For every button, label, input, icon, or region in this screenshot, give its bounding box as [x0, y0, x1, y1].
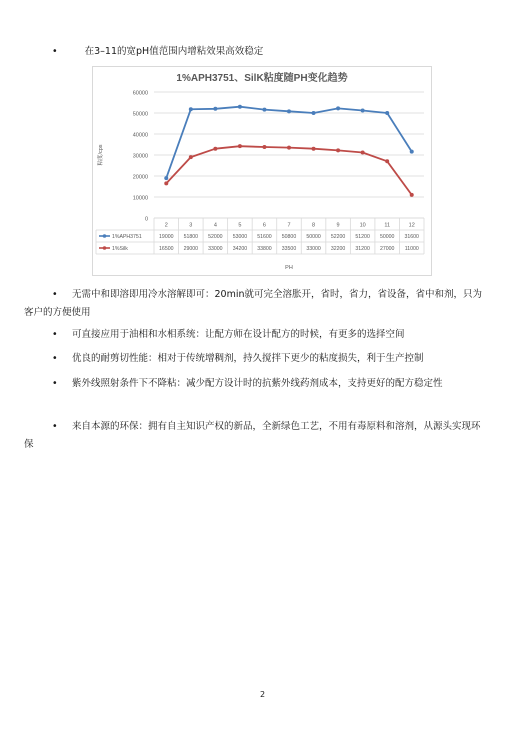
data-point — [336, 106, 340, 110]
bullet-paragraph-2 — [24, 286, 482, 322]
y-tick-label: 60000 — [132, 90, 148, 97]
data-point — [262, 145, 266, 149]
legend-label: 1%APH3751 — [112, 234, 142, 241]
data-table-cell: 50800 — [281, 234, 297, 241]
data-table-cell: 33000 — [208, 246, 223, 253]
bullet-marker: • — [52, 353, 58, 364]
data-table-cell: 32200 — [330, 246, 346, 253]
bullet-marker: • — [52, 46, 58, 57]
data-point — [312, 111, 316, 115]
bullet-marker: • — [52, 329, 58, 340]
data-point — [287, 146, 291, 150]
x-tick-label: 7 — [287, 222, 291, 229]
chart-title: 1%APH3751、SilK粘度随PH变化趋势 — [176, 73, 348, 84]
data-point — [287, 109, 291, 113]
bullet-text: 可直接应用于油相和水相系统：让配方师在设计配方的时候，有更多的选择空间 — [72, 329, 405, 340]
legend-key-marker — [103, 234, 107, 238]
bullet-text: 紫外线照射条件下不降粘：减少配方设计时的抗紫外线药剂成本，支持更好的配方稳定性 — [72, 378, 443, 389]
data-point — [385, 111, 389, 115]
data-table-cell: 19000 — [159, 234, 174, 241]
data-point — [213, 147, 217, 151]
data-table-cell: 52000 — [208, 234, 223, 241]
bullet-paragraph-6 — [24, 418, 482, 454]
y-tick-label: 0 — [144, 216, 148, 223]
data-table-cell: 33500 — [281, 246, 297, 253]
data-table-cell: 34200 — [232, 246, 248, 253]
x-tick-label: 11 — [384, 222, 391, 229]
page-number: 2 — [259, 690, 266, 699]
data-point — [336, 148, 340, 152]
data-table-cell: 31200 — [355, 246, 370, 253]
x-axis-label: PH — [285, 265, 293, 271]
bullet-marker: • — [52, 378, 58, 389]
x-tick-label: 3 — [189, 222, 193, 229]
data-table-cell: 50000 — [379, 234, 395, 241]
x-tick-label: 8 — [312, 222, 316, 229]
data-table-cell: 33000 — [306, 246, 321, 253]
data-table-cell: 29000 — [183, 246, 199, 253]
bullet-text: 来自本源的环保：拥有自主知识产权的新品，全新绿色工艺，不用有毒原料和溶剂，从源头实现环保 — [24, 421, 481, 450]
data-table-cell: 53000 — [232, 234, 248, 241]
x-tick-label: 9 — [336, 222, 340, 229]
data-table-cell: 31600 — [404, 234, 419, 241]
data-point — [410, 193, 414, 197]
data-table-cell: 33800 — [257, 246, 272, 253]
x-tick-label: 10 — [359, 222, 366, 229]
x-tick-label: 2 — [164, 222, 168, 229]
chart-frame — [93, 67, 432, 276]
data-point — [361, 108, 365, 112]
data-point — [312, 147, 316, 151]
x-tick-label: 4 — [213, 222, 217, 229]
bullet-paragraph-5 — [24, 375, 482, 393]
bullet-text: 无需中和即溶即用冷水溶解即可：20min就可完全溶胀开，省时，省力，省设备，省中和剂，只为客户的方便使用 — [24, 289, 483, 318]
data-table-cell: 27000 — [379, 246, 395, 253]
data-table-cell: 51800 — [183, 234, 199, 241]
data-point — [213, 107, 217, 111]
data-point — [164, 181, 168, 185]
viscosity-chart — [92, 66, 432, 276]
data-point — [361, 150, 365, 154]
x-tick-label: 5 — [238, 222, 242, 229]
data-table-cell: 11000 — [404, 246, 419, 253]
y-tick-label: 40000 — [132, 132, 148, 139]
data-point — [189, 107, 193, 111]
y-tick-label: 20000 — [132, 174, 148, 181]
bullet-text: 优良的耐剪切性能：相对于传统增稠剂，持久搅拌下更少的粘度损失，利于生产控制 — [72, 353, 424, 364]
data-table-cell: 16500 — [159, 246, 174, 253]
data-table-cell: 52200 — [330, 234, 346, 241]
data-table-cell: 50000 — [306, 234, 321, 241]
data-table-cell: 51200 — [355, 234, 370, 241]
y-tick-label: 10000 — [132, 195, 148, 202]
y-axis-label: 粘度/cps — [98, 144, 104, 166]
data-point — [385, 159, 389, 163]
data-point — [410, 150, 414, 154]
data-point — [262, 108, 266, 112]
y-tick-label: 30000 — [132, 153, 148, 160]
x-tick-label: 6 — [262, 222, 266, 229]
x-tick-label: 12 — [408, 222, 415, 229]
data-point — [238, 144, 242, 148]
bullet-line-1 — [52, 43, 263, 57]
bullet-marker: • — [52, 289, 58, 300]
bullet-paragraph-3 — [24, 326, 482, 344]
legend-label: 1%Silk — [112, 246, 128, 253]
bullet-paragraph-4 — [24, 350, 482, 368]
y-tick-label: 50000 — [132, 111, 148, 118]
bullet-marker: • — [52, 421, 58, 432]
bullet-text: 在3–11的宽pH值范围内增粘效果高效稳定 — [84, 46, 264, 57]
legend-key-marker — [103, 246, 107, 250]
data-point — [164, 176, 168, 180]
data-point — [189, 155, 193, 159]
data-point — [238, 105, 242, 109]
data-table-cell: 51600 — [257, 234, 272, 241]
